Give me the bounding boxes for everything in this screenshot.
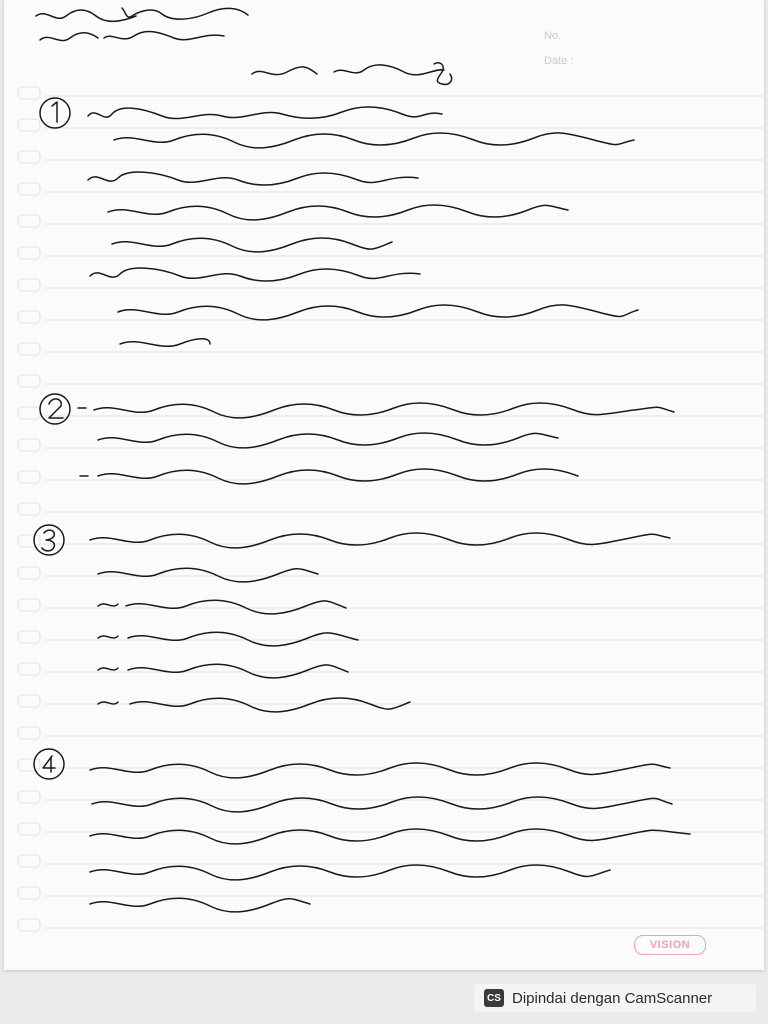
section-number-3-digit	[42, 530, 54, 551]
handwriting-name-line	[36, 8, 248, 21]
handwriting-nim-line	[40, 32, 224, 41]
handwriting-1c-line2	[120, 339, 210, 347]
notebook-page	[4, 0, 764, 970]
handwriting-1a-heading	[88, 107, 442, 119]
handwriting-4-line2	[92, 797, 672, 812]
notebook-brand-logo: VISION	[634, 935, 706, 955]
handwritten-content	[4, 0, 764, 970]
date-field-label: Date :	[544, 55, 574, 67]
handwriting-1c-line1	[118, 305, 638, 320]
section-number-1-digit	[52, 102, 57, 122]
handwriting-title	[252, 63, 452, 85]
section-number-1-circle	[40, 98, 70, 128]
camscanner-watermark	[474, 984, 756, 1012]
handwriting-4-line1	[90, 763, 670, 778]
section-number-2-digit	[49, 399, 63, 418]
number-field-label: No.	[544, 30, 562, 42]
handwriting-2-line2	[98, 433, 558, 448]
camscanner-label: Dipindai dengan CamScanner	[512, 989, 713, 1007]
handwriting-2-line3	[80, 469, 578, 484]
handwriting-3-line1	[90, 533, 670, 548]
handwriting-1b-heading	[88, 172, 418, 185]
handwriting-1c-heading	[90, 268, 420, 281]
handwriting-1b-line1	[108, 205, 568, 220]
handwriting-1a-line1	[114, 133, 634, 148]
section-number-4-circle	[34, 749, 64, 779]
camscanner-icon: CS	[484, 989, 504, 1007]
handwriting-4-line3	[90, 829, 690, 844]
handwriting-3-item-b	[98, 632, 358, 646]
handwriting-3-line2	[98, 568, 318, 582]
handwriting-4-line4	[90, 865, 610, 880]
handwriting-2-line1	[78, 403, 674, 418]
section-number-4-digit	[43, 756, 55, 772]
handwriting-3-item-d	[98, 698, 410, 712]
handwriting-4-line5	[90, 898, 310, 912]
handwriting-1b-line2	[112, 238, 392, 252]
handwriting-3-item-a	[98, 600, 346, 614]
handwriting-3-item-c	[98, 664, 348, 678]
